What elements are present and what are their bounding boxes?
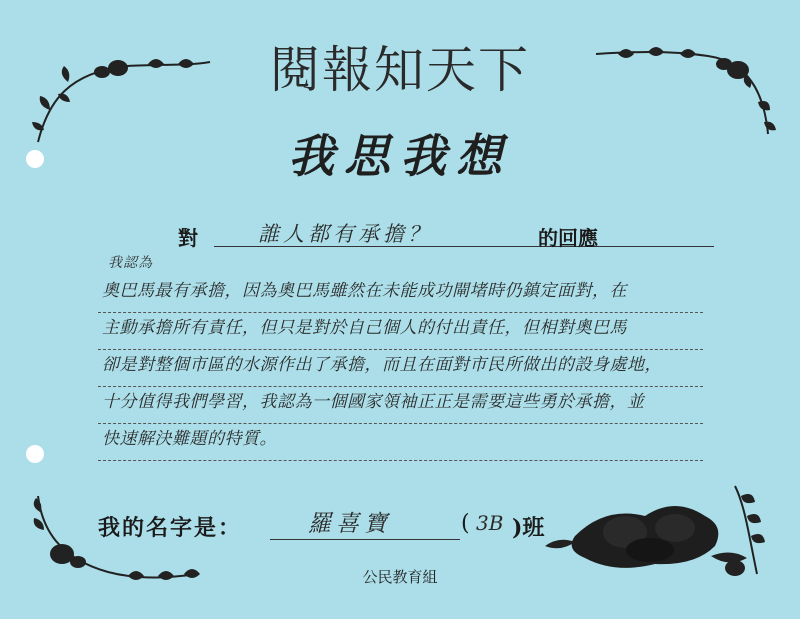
response-line[interactable]: 十分值得我們學習，我認為一個國家領袖正正是需要這些勇於承擔，並 bbox=[98, 387, 703, 424]
topic-suffix: 的回應 bbox=[538, 226, 598, 250]
name-row bbox=[98, 505, 558, 545]
topic-prefix: 對 bbox=[178, 226, 198, 250]
response-intro: 我認為 bbox=[108, 255, 153, 271]
response-line[interactable]: 奧巴馬最有承擔，因為奧巴馬雖然在未能成功閘堵時仍鎮定面對，在 bbox=[98, 276, 703, 313]
name-underline bbox=[270, 539, 460, 540]
page-subtitle: 我思我想 bbox=[288, 129, 512, 183]
class-suffix: )班 bbox=[512, 515, 545, 541]
name-field[interactable]: 羅喜寶 bbox=[308, 511, 392, 537]
response-line[interactable]: 快速解決難題的特質。 bbox=[98, 424, 703, 461]
topic-field[interactable]: 誰人都有承擔？ bbox=[258, 222, 433, 246]
response-lines bbox=[98, 276, 703, 461]
class-field[interactable]: 3B bbox=[476, 511, 504, 535]
footer-department: 公民教育組 bbox=[362, 568, 438, 586]
response-line[interactable]: 主動承擔所有責任，但只是對於自己個人的付出責任，但相對奧巴馬 bbox=[98, 313, 703, 350]
name-label: 我的名字是： bbox=[98, 515, 243, 541]
class-open-paren: ( bbox=[461, 511, 470, 536]
page-title: 閱報知天下 bbox=[270, 41, 530, 99]
topic-row bbox=[178, 218, 618, 252]
response-line[interactable]: 卻是對整個市區的水源作出了承擔，而且在面對市民所做出的設身處地， bbox=[98, 350, 703, 387]
punch-hole bbox=[26, 445, 44, 463]
